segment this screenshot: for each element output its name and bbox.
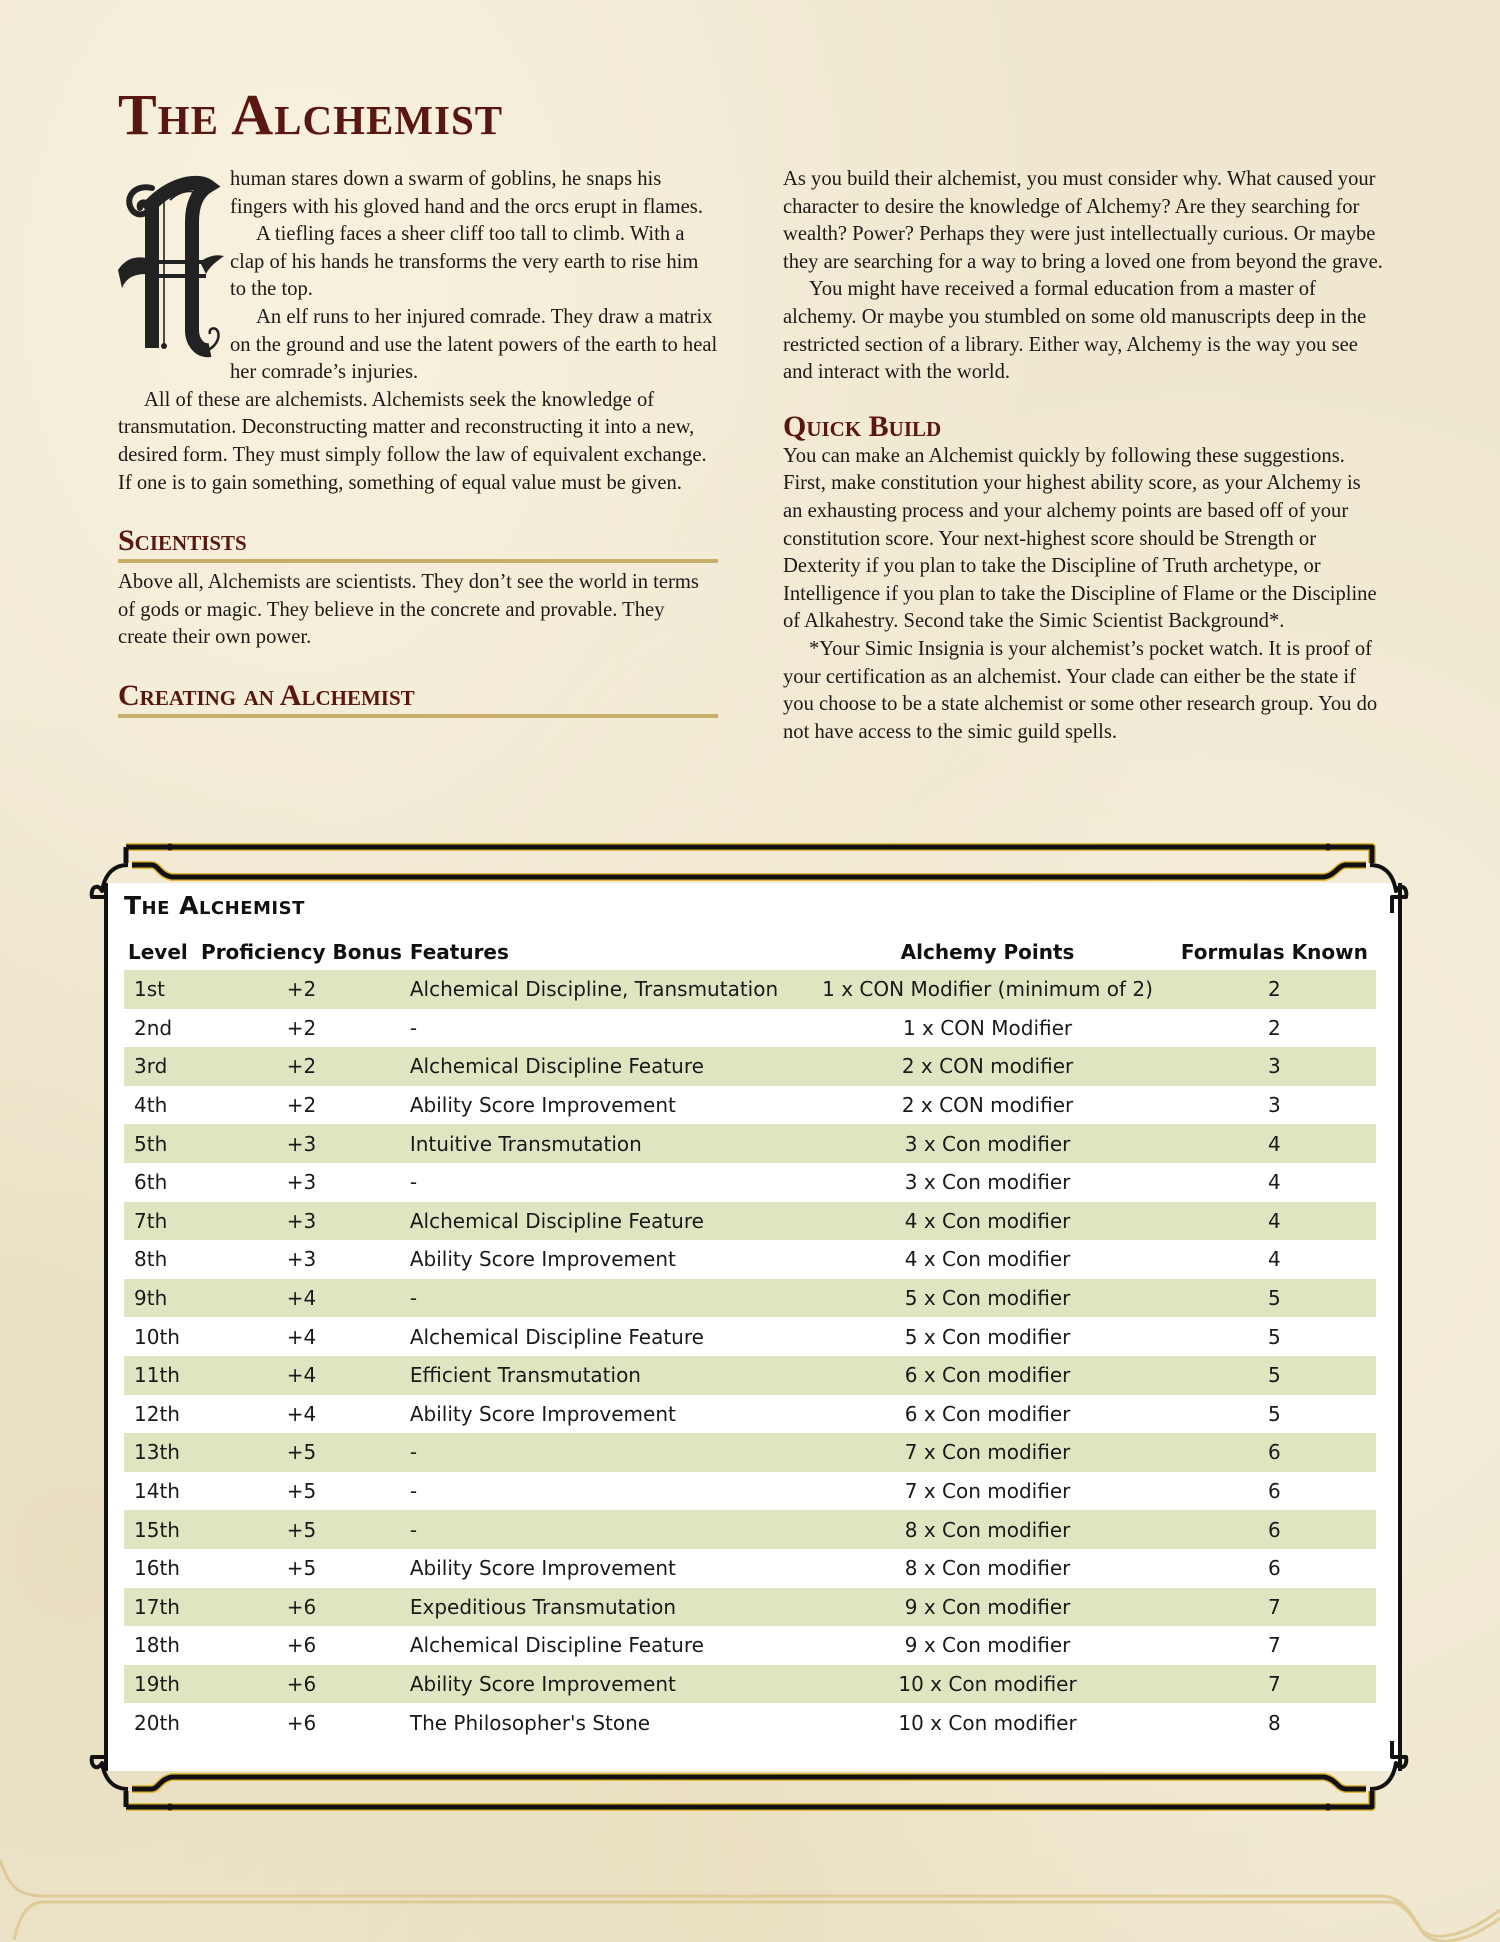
footer-ornament-icon	[0, 1840, 1500, 1942]
left-column	[118, 166, 718, 718]
cell-proficiency: +4	[286, 1401, 317, 1426]
scientists-paragraph: Above all, Alchemists are scientists. They don’t see the world in terms of gods or magic. They believe in the concrete and provable. They create their own power.	[118, 571, 699, 649]
column-header-level: Level	[128, 940, 188, 964]
table-row	[124, 1202, 1376, 1241]
table-row	[124, 1703, 1376, 1742]
cell-level: 3rd	[124, 1047, 197, 1086]
table-row	[124, 1588, 1376, 1627]
intro-paragraph-1: human stares down a swarm of goblins, he snaps his fingers with his gloved hand and the orcs erupt in flames.	[230, 168, 703, 218]
column-header-proficiency-bonus: Proficiency Bonus	[201, 940, 402, 964]
cell-features: -	[406, 1433, 803, 1472]
cell-features: Alchemical Discipline Feature	[406, 1202, 803, 1241]
cell-features: Expeditious Transmutation	[406, 1588, 803, 1627]
section-heading-quick-build: Quick Build	[783, 409, 942, 443]
class-progression-table	[124, 934, 1376, 1742]
table-row	[124, 1433, 1376, 1472]
cell-formulas-known: 6	[1267, 1479, 1281, 1504]
cell-alchemy-points: 9 x Con modifier	[802, 1588, 1172, 1627]
cell-level: 8th	[134, 1247, 168, 1272]
page-title: The Alchemist	[118, 82, 504, 147]
section-heading-creating: Creating an Alchemist	[118, 680, 718, 718]
cell-features: Alchemical Discipline Feature	[409, 1324, 704, 1349]
cell-alchemy-points: 8 x Con modifier	[802, 1510, 1172, 1549]
cell-alchemy-points: 3 x Con modifier	[904, 1170, 1071, 1195]
cell-formulas-known: 8	[1267, 1710, 1281, 1735]
cell-features: Intuitive Transmutation	[406, 1124, 803, 1163]
intro-paragraph-2: A tiefling faces a sheer cliff too tall to climb. With a clap of his hands he transforms the very earth to rise him to the top.	[230, 223, 699, 301]
intro-paragraph-3: An elf runs to her injured comrade. They draw a matrix on the ground and use the latent powers of the earth to heal her comrade’s injuries.	[230, 305, 718, 384]
cell-formulas-known: 2	[1267, 1015, 1281, 1040]
cell-formulas-known: 5	[1173, 1356, 1376, 1395]
cell-formulas-known: 4	[1173, 1202, 1376, 1241]
cell-proficiency: +5	[197, 1433, 406, 1472]
table-row	[124, 1279, 1376, 1318]
cell-alchemy-points: 4 x Con modifier	[904, 1247, 1071, 1272]
table-row	[124, 1395, 1376, 1434]
intro-paragraph-4: All of these are alchemists. Alchemists seek the knowledge of transmutation. Deconstructing matter and reconstructing it into a new, desired form. They must simply follow the law of equivalent exchange. If one is to gain something, something of equal value must be given.	[118, 388, 707, 494]
table-row	[124, 1086, 1376, 1125]
cell-alchemy-points: 5 x Con modifier	[802, 1279, 1172, 1318]
cell-alchemy-points: 1 x CON Modifier	[902, 1015, 1073, 1040]
cell-features: Alchemical Discipline Feature	[406, 1047, 803, 1086]
cell-features: The Philosopher's Stone	[409, 1710, 651, 1735]
cell-alchemy-points: 7 x Con modifier	[802, 1433, 1172, 1472]
cell-level: 16th	[134, 1556, 180, 1581]
cell-proficiency: +6	[286, 1633, 317, 1658]
cell-level: 9th	[124, 1279, 197, 1318]
column-header-features: Features	[409, 940, 509, 964]
dropcap-a-icon	[112, 170, 226, 360]
table-row	[124, 1317, 1376, 1356]
cell-proficiency: +2	[197, 1047, 406, 1086]
cell-alchemy-points: 6 x Con modifier	[802, 1356, 1172, 1395]
cell-proficiency: +6	[286, 1710, 317, 1735]
cell-level: 18th	[134, 1633, 180, 1658]
table-row	[124, 1626, 1376, 1665]
cell-level: 6th	[134, 1170, 168, 1195]
class-table-title: The Alchemist	[124, 891, 305, 920]
cell-proficiency: +6	[197, 1665, 406, 1704]
cell-formulas-known: 6	[1173, 1510, 1376, 1549]
cell-level: 7th	[124, 1202, 197, 1241]
cell-alchemy-points: 10 x Con modifier	[802, 1665, 1172, 1704]
cell-level: 14th	[134, 1479, 180, 1504]
cell-alchemy-points: 3 x Con modifier	[802, 1124, 1172, 1163]
cell-features: -	[409, 1479, 418, 1504]
cell-alchemy-points: 6 x Con modifier	[904, 1401, 1071, 1426]
cell-features: Alchemical Discipline Feature	[409, 1633, 704, 1658]
cell-features: -	[409, 1170, 418, 1195]
cell-proficiency: +4	[197, 1356, 406, 1395]
cell-level: 15th	[124, 1510, 197, 1549]
cell-formulas-known: 4	[1173, 1124, 1376, 1163]
cell-level: 17th	[124, 1588, 197, 1627]
cell-alchemy-points: 7 x Con modifier	[904, 1479, 1071, 1504]
cell-level: 19th	[124, 1665, 197, 1704]
section-heading-scientists: Scientists	[118, 525, 718, 563]
cell-level: 11th	[124, 1356, 197, 1395]
table-row	[124, 1472, 1376, 1511]
cell-proficiency: +5	[286, 1479, 317, 1504]
cell-alchemy-points: 1 x CON Modifier (minimum of 2)	[802, 970, 1172, 1009]
cell-proficiency: +4	[197, 1279, 406, 1318]
table-row	[124, 1356, 1376, 1395]
cell-proficiency: +3	[286, 1247, 317, 1272]
cell-proficiency: +2	[286, 1093, 317, 1118]
cell-formulas-known: 4	[1267, 1247, 1281, 1272]
cell-formulas-known: 6	[1173, 1433, 1376, 1472]
cell-features: Ability Score Improvement	[406, 1665, 803, 1704]
cell-alchemy-points: 8 x Con modifier	[904, 1556, 1071, 1581]
cell-alchemy-points: 2 x CON modifier	[901, 1093, 1074, 1118]
cell-proficiency: +5	[286, 1556, 317, 1581]
cell-level: 13th	[124, 1433, 197, 1472]
cell-features: Ability Score Improvement	[409, 1247, 676, 1272]
creating-paragraph-1: As you build their alchemist, you must consider why. What caused your character to desire the knowledge of Alchemy? Are they searching for wealth? Power? Perhaps they were just intellectually curious. Or maybe they are searching for a way to bring a loved one from beyond the grave.	[783, 168, 1383, 273]
cell-alchemy-points: 2 x CON modifier	[802, 1047, 1172, 1086]
cell-level: 10th	[134, 1324, 180, 1349]
cell-proficiency: +3	[197, 1124, 406, 1163]
cell-level: 20th	[134, 1710, 180, 1735]
table-row	[124, 1549, 1376, 1588]
table-row	[124, 1240, 1376, 1279]
creating-paragraph-2: You might have received a formal education from a master of alchemy. Or maybe you stumbled on some old manuscripts deep in the restricted section of a library. Either way, Alchemy is the way you see and interact with the world.	[783, 278, 1367, 384]
cell-features: Ability Score Improvement	[409, 1556, 676, 1581]
cell-formulas-known: 5	[1267, 1324, 1281, 1349]
cell-formulas-known: 3	[1267, 1093, 1281, 1118]
cell-formulas-known: 2	[1173, 970, 1376, 1009]
right-column	[783, 166, 1383, 746]
cell-proficiency: +5	[197, 1510, 406, 1549]
cell-level: 5th	[124, 1124, 197, 1163]
cell-formulas-known: 5	[1173, 1279, 1376, 1318]
table-row	[124, 970, 1376, 1009]
cell-features: Efficient Transmutation	[406, 1356, 803, 1395]
cell-formulas-known: 7	[1173, 1588, 1376, 1627]
cell-proficiency: +3	[197, 1202, 406, 1241]
quick-build-paragraph-2: *Your Simic Insignia is your alchemist’s pocket watch. It is proof of your certification as an alchemist. Your clade can either be the state if you choose to be a state alchemist or some other research group. You do not have access to the simic guild spells.	[783, 637, 1378, 743]
table-row	[124, 1665, 1376, 1704]
cell-alchemy-points: 5 x Con modifier	[904, 1324, 1071, 1349]
cell-features: Ability Score Improvement	[409, 1093, 676, 1118]
cell-alchemy-points: 10 x Con modifier	[898, 1710, 1077, 1735]
cell-features: -	[406, 1279, 803, 1318]
cell-formulas-known: 3	[1173, 1047, 1376, 1086]
cell-formulas-known: 7	[1267, 1633, 1281, 1658]
table-row	[124, 1047, 1376, 1086]
cell-features: -	[406, 1510, 803, 1549]
cell-formulas-known: 6	[1267, 1556, 1281, 1581]
cell-features: Alchemical Discipline, Transmutation	[406, 970, 803, 1009]
cell-formulas-known: 7	[1173, 1665, 1376, 1704]
table-row	[124, 1124, 1376, 1163]
column-header-formulas-known: Formulas Known	[1180, 940, 1368, 964]
cell-level: 4th	[134, 1093, 168, 1118]
cell-formulas-known: 4	[1267, 1170, 1281, 1195]
cell-alchemy-points: 9 x Con modifier	[904, 1633, 1071, 1658]
table-row	[124, 1163, 1376, 1202]
intro-block	[118, 166, 718, 497]
cell-proficiency: +2	[197, 970, 406, 1009]
column-header-alchemy-points: Alchemy Points	[900, 940, 1075, 964]
cell-level: 1st	[124, 970, 197, 1009]
cell-proficiency: +2	[286, 1015, 317, 1040]
quick-build-paragraph-1: You can make an Alchemist quickly by following these suggestions. First, make constitution your highest ability score, as your Alchemy is an exhausting process and your alchemy points are based off of your constitution score. Your next-highest score should be Strength or Dexterity if you plan to take the Discipline of Truth archetype, or Intelligence if you plan to take the Discipline of Flame or the Discipline of Alkahestry. Second take the Simic Scientist Background*.	[783, 444, 1377, 633]
table-row	[124, 1009, 1376, 1048]
cell-alchemy-points: 4 x Con modifier	[802, 1202, 1172, 1241]
table-row	[124, 1510, 1376, 1549]
cell-proficiency: +3	[286, 1170, 317, 1195]
cell-proficiency: +6	[197, 1588, 406, 1627]
cell-level: 2nd	[134, 1015, 173, 1040]
cell-proficiency: +4	[286, 1324, 317, 1349]
table-header-row	[124, 934, 1376, 970]
cell-formulas-known: 5	[1267, 1401, 1281, 1426]
cell-features: Ability Score Improvement	[409, 1401, 676, 1426]
cell-features: -	[409, 1015, 418, 1040]
cell-level: 12th	[134, 1401, 180, 1426]
